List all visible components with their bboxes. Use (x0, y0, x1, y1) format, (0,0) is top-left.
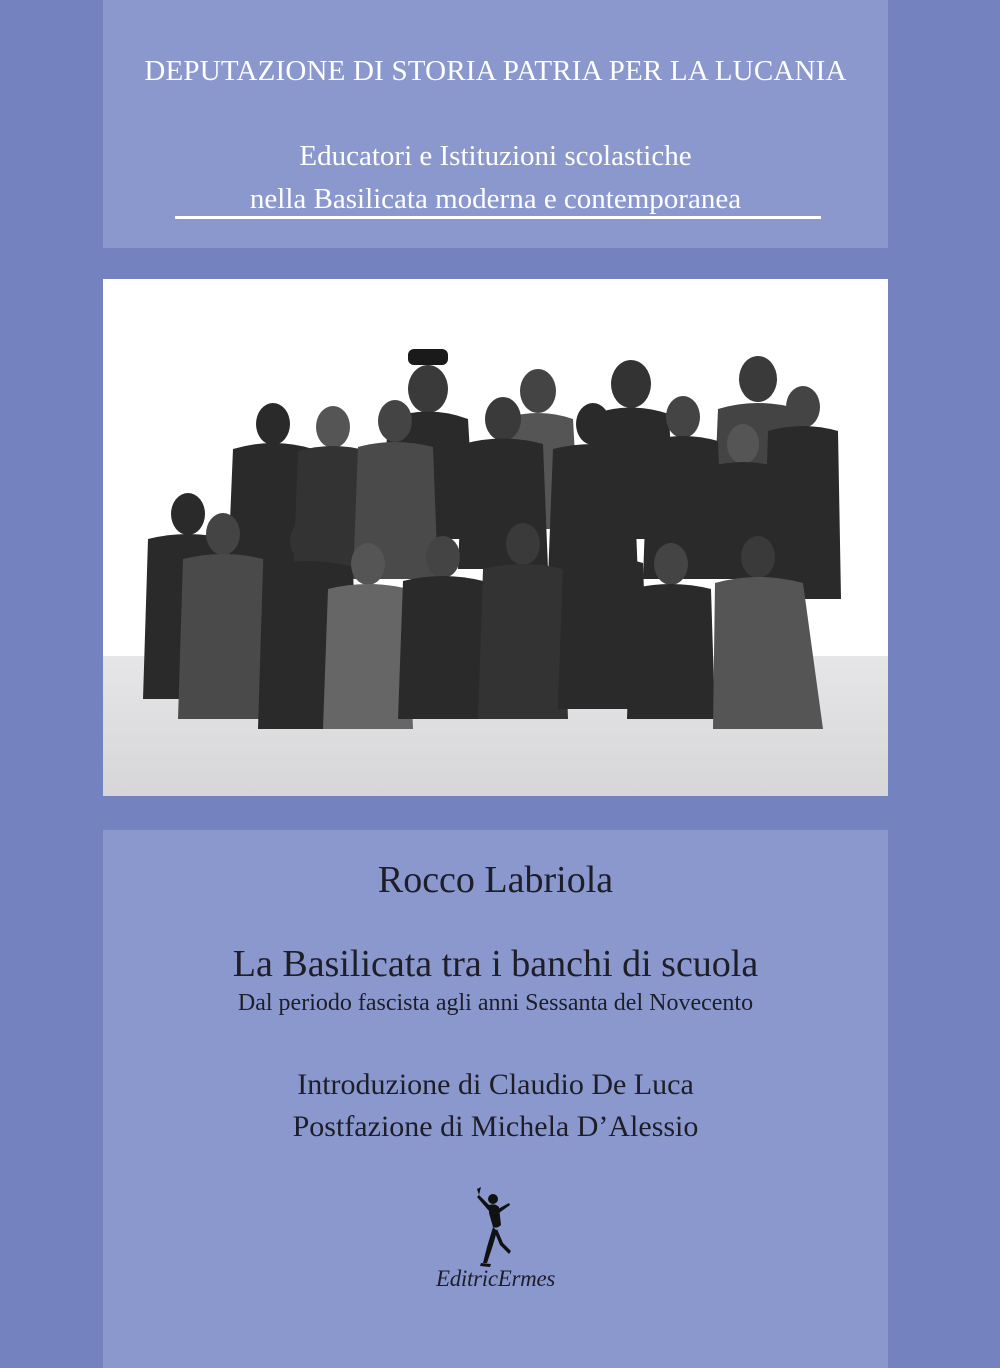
header-underline (175, 216, 821, 219)
series-title: DEPUTAZIONE DI STORIA PATRIA PER LA LUCANIA (144, 55, 847, 87)
class-photo (103, 279, 888, 796)
cover-center-panel (103, 0, 888, 1368)
right-side-band (888, 0, 1000, 1368)
left-side-band (0, 0, 103, 1368)
introduction-credit: Introduzione di Claudio De Luca (297, 1068, 694, 1101)
book-title: La Basilicata tra i banchi di scuola (232, 943, 759, 985)
group-photo-silhouettes (103, 279, 888, 796)
publisher-name: EditricErmes (435, 1266, 556, 1291)
mercury-figure-icon (463, 1185, 523, 1275)
author-name: Rocco Labriola (377, 859, 614, 901)
book-subtitle: Dal periodo fascista agli anni Sessanta del Novecento (237, 990, 754, 1016)
lower-stripe (103, 796, 888, 830)
collection-title-line2: nella Basilicata moderna e contemporanea (249, 183, 742, 215)
afterword-credit: Postfazione di Michela D’Alessio (292, 1110, 699, 1143)
upper-stripe (103, 248, 888, 279)
collection-title-line1: Educatori e Istituzioni scolastiche (299, 140, 692, 172)
